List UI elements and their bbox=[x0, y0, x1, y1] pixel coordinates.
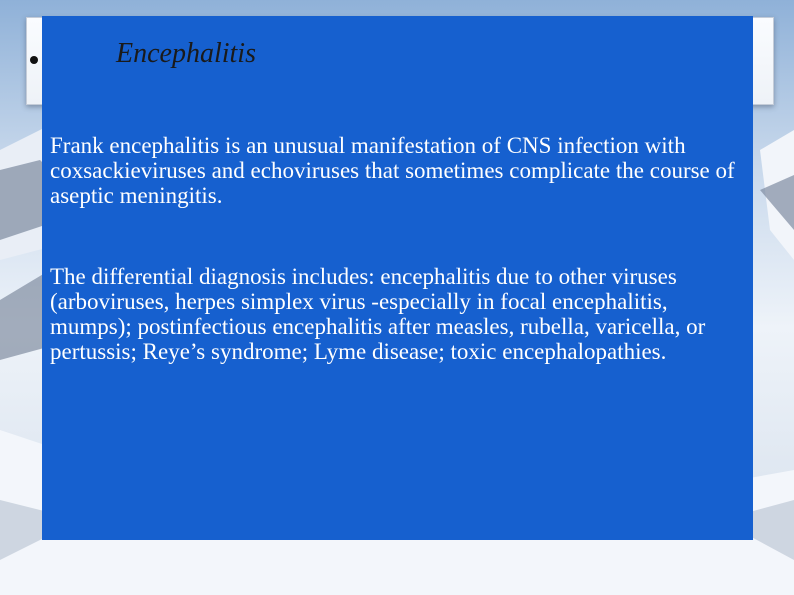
paragraph-1: Frank encephalitis is an unusual manifestation of CNS infection with coxsackieviruses and echoviruses that sometimes complicate the course of aseptic meningitis. bbox=[50, 133, 735, 208]
paragraph-2: The differential diagnosis includes: encephalitis due to other viruses (arboviruses, herpes simplex virus -especially in focal encephalitis, mumps); postinfectious encephalitis after measles, rubella, varicella, or pertussis; Reye’s syndrome; Lyme disease; toxic encephalopathies. bbox=[50, 264, 706, 364]
content-panel bbox=[42, 16, 753, 540]
bullet-icon bbox=[30, 56, 38, 64]
slide-title: Encephalitis bbox=[116, 38, 256, 69]
